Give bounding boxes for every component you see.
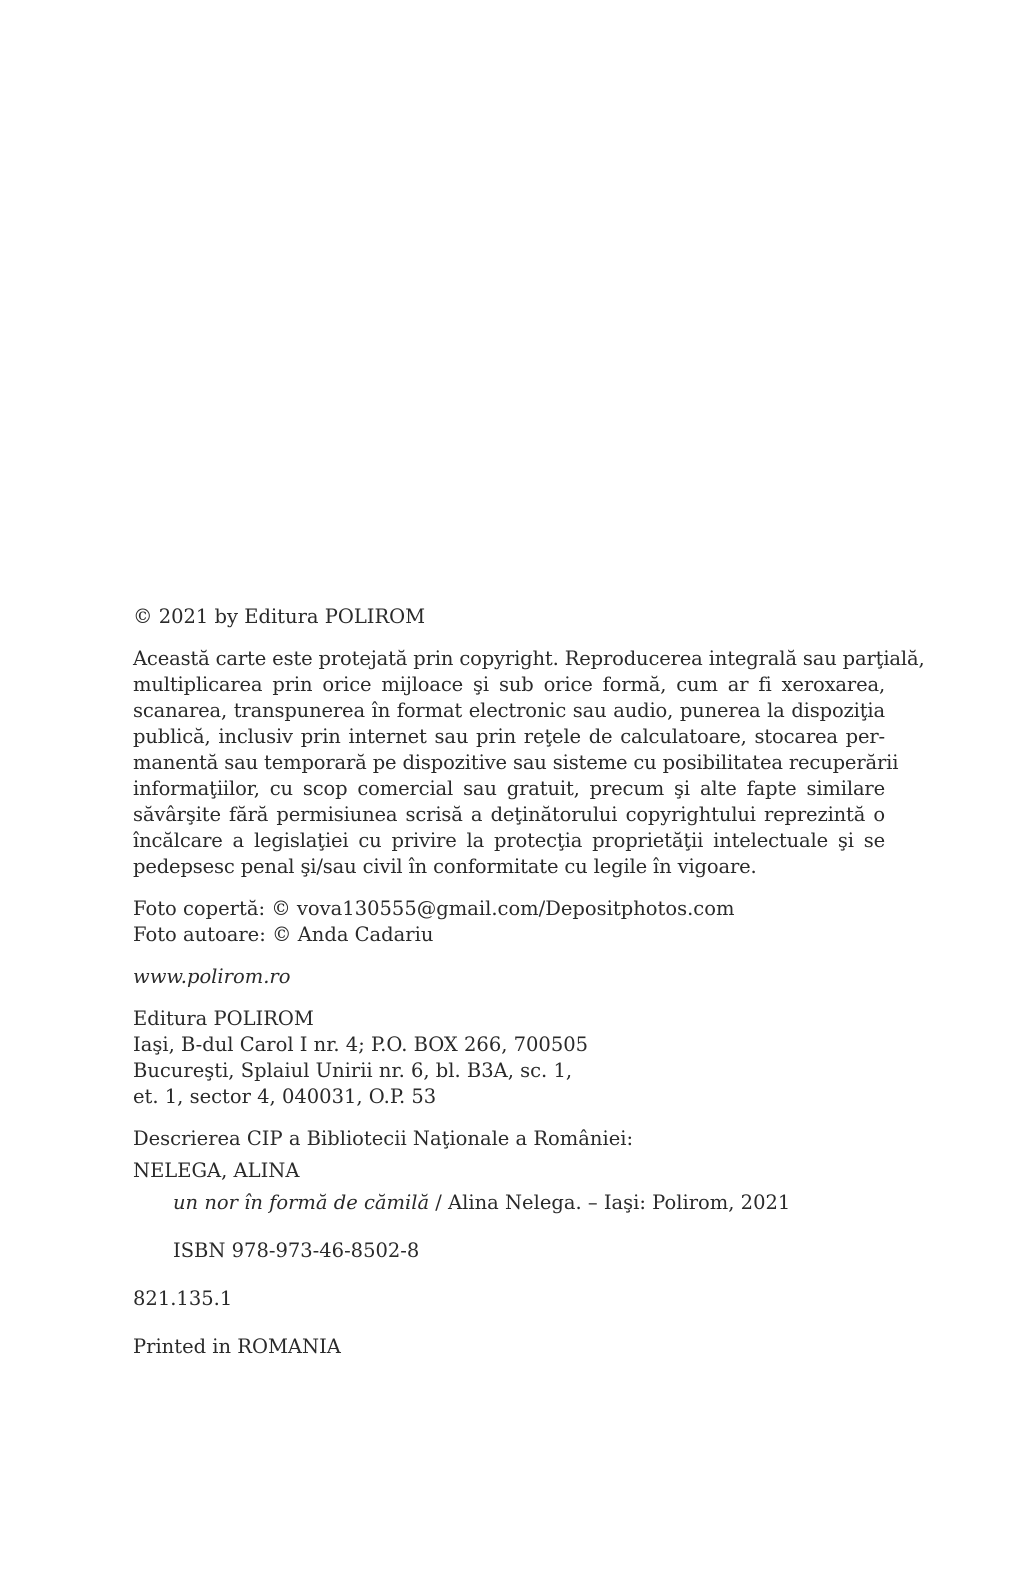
- cip-author: NELEGA, ALINA: [133, 1159, 300, 1182]
- photo-cover-credit: Foto copertă: © vova130555@gmail.com/Depositphotos.com: [133, 897, 735, 920]
- cip-isbn: ISBN 978-973-46-8502-8: [173, 1239, 420, 1262]
- address-iasi: Iaşi, B-dul Carol I nr. 4; P.O. BOX 266, 700505: [133, 1033, 589, 1056]
- legal-line: informaţiilor, cu scop comercial sau gratuit, precum şi alte fapte similare: [133, 777, 885, 800]
- cip-book-details: / Alina Nelega. – Iaşi: Polirom, 2021: [429, 1191, 791, 1214]
- legal-line: multiplicarea prin orice mijloace şi sub orice formă, cum ar fi xeroxarea,: [133, 673, 885, 696]
- legal-line: Această carte este protejată prin copyright. Reproducerea integrală sau parţială,: [133, 647, 925, 670]
- photo-author-credit: Foto autoare: © Anda Cadariu: [133, 923, 434, 946]
- cip-book-title: un nor în formă de cămilă: [173, 1191, 430, 1214]
- copyright-page: [133, 604, 925, 1360]
- publisher-name: Editura POLIROM: [133, 1007, 314, 1030]
- website-link[interactable]: www.polirom.ro: [133, 965, 291, 988]
- legal-line: săvârşite fără permisiunea scrisă a deţinătorului copyrightului reprezintă o: [133, 803, 885, 826]
- photo-credits: [133, 896, 885, 948]
- legal-line: publică, inclusiv prin internet sau prin reţele de calculatoare, stocarea per-: [133, 725, 885, 748]
- cip-classification: 821.135.1: [133, 1287, 233, 1310]
- printed-in: Printed in ROMANIA: [133, 1335, 341, 1358]
- cip-heading: Descrierea CIP a Bibliotecii Naţionale a României:: [133, 1127, 634, 1150]
- cip-title-line: [133, 1190, 885, 1216]
- legal-line: manentă sau temporară pe dispozitive sau sisteme cu posibilitatea recuperării: [133, 751, 899, 774]
- publisher-address: [133, 1006, 885, 1110]
- address-bucuresti-line1: Bucureşti, Splaiul Unirii nr. 6, bl. B3A, sc. 1,: [133, 1059, 573, 1082]
- legal-line: pedepsesc penal şi/sau civil în conformitate cu legile în vigoare.: [133, 855, 757, 878]
- legal-line: încălcare a legislaţiei cu privire la protecţia proprietăţii intelectuale şi se: [133, 829, 885, 852]
- address-bucuresti-line2: et. 1, sector 4, 040031, O.P. 53: [133, 1085, 437, 1108]
- copyright-notice: © 2021 by Editura POLIROM: [133, 605, 426, 628]
- legal-line: scanarea, transpunerea în format electronic sau audio, punerea la dispoziţia: [133, 699, 885, 722]
- legal-notice: [133, 646, 925, 880]
- cip-description: [133, 1126, 885, 1312]
